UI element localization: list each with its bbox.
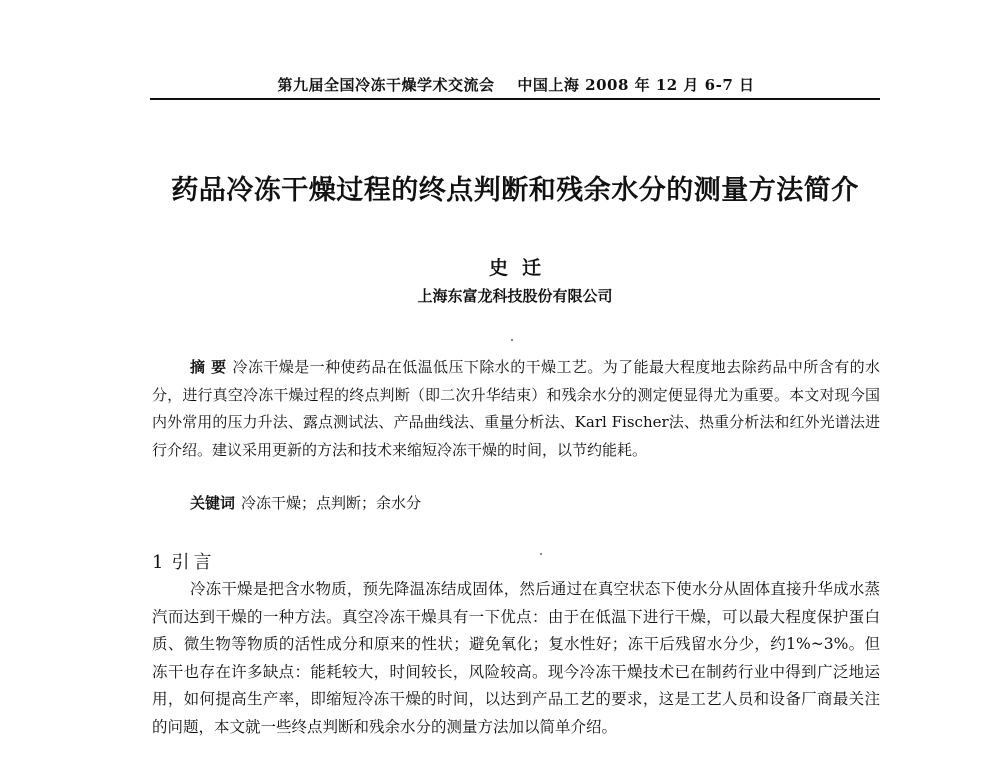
scan-speck xyxy=(540,553,542,555)
conference-location-date: 中国上海 2008 年 12 月 6-7 日 xyxy=(517,76,755,94)
author-affiliation: 上海东富龙科技股份有限公司 xyxy=(417,287,613,305)
abstract-label: 摘 要 xyxy=(190,358,227,376)
keywords xyxy=(152,492,880,513)
author-name: 史迁 xyxy=(488,257,555,279)
keywords-text: 冷冻干燥；点判断；余水分 xyxy=(241,494,422,512)
section-number: 1 xyxy=(152,552,164,573)
keywords-label: 关键词 xyxy=(190,494,236,512)
running-header xyxy=(152,74,880,95)
section-title: 引言 xyxy=(171,552,216,573)
scan-speck xyxy=(511,339,513,341)
conference-name: 第九届全国冷冻干燥学术交流会 xyxy=(277,76,495,94)
section-heading xyxy=(152,548,215,574)
paper-title: 药品冷冻干燥过程的终点判断和残余水分的测量方法简介 xyxy=(171,175,859,206)
abstract xyxy=(152,354,880,464)
abstract-text: 冷冻干燥是一种使药品在低温低压下除水的干燥工艺。为了能最大程度地去除药品中所含有的水分，进行真空冷冻干燥过程的终点判断（即二次升华结束）和残余水分的测定便显得尤为重要。本文对现今国内外常用的压力升法、露点测试法、产品曲线法、重量分析法、Karl Fischer法、热重分析法和红外光谱法进行介绍。建议采用更新的方法和技术来缩短冷冻干燥的时间，以节约能耗。 xyxy=(152,358,880,459)
section-body: 冷冻干燥是把含水物质，预先降温冻结成固体，然后通过在真空状态下使水分从固体直接升华成水蒸汽而达到干燥的一种方法。真空冷冻干燥具有一下优点：由于在低温下进行干燥，可以最大程度保护蛋白质、微生物等物质的活性成分和原来的性状；避免氧化；复水性好；冻干后残留水分少，约1%~3%。但冻干也存在许多缺点：能耗较大，时间较长，风险较高。现今冷冻干燥技术已在制药行业中得到广泛地运用，如何提高生产率，即缩短冷冻干燥的时间，以达到产品工艺的要求，这是工艺人员和设备厂商最关注的问题，本文就一些终点判断和残余水分的测量方法加以简单介绍。 xyxy=(152,580,880,736)
header-rule xyxy=(150,98,880,100)
